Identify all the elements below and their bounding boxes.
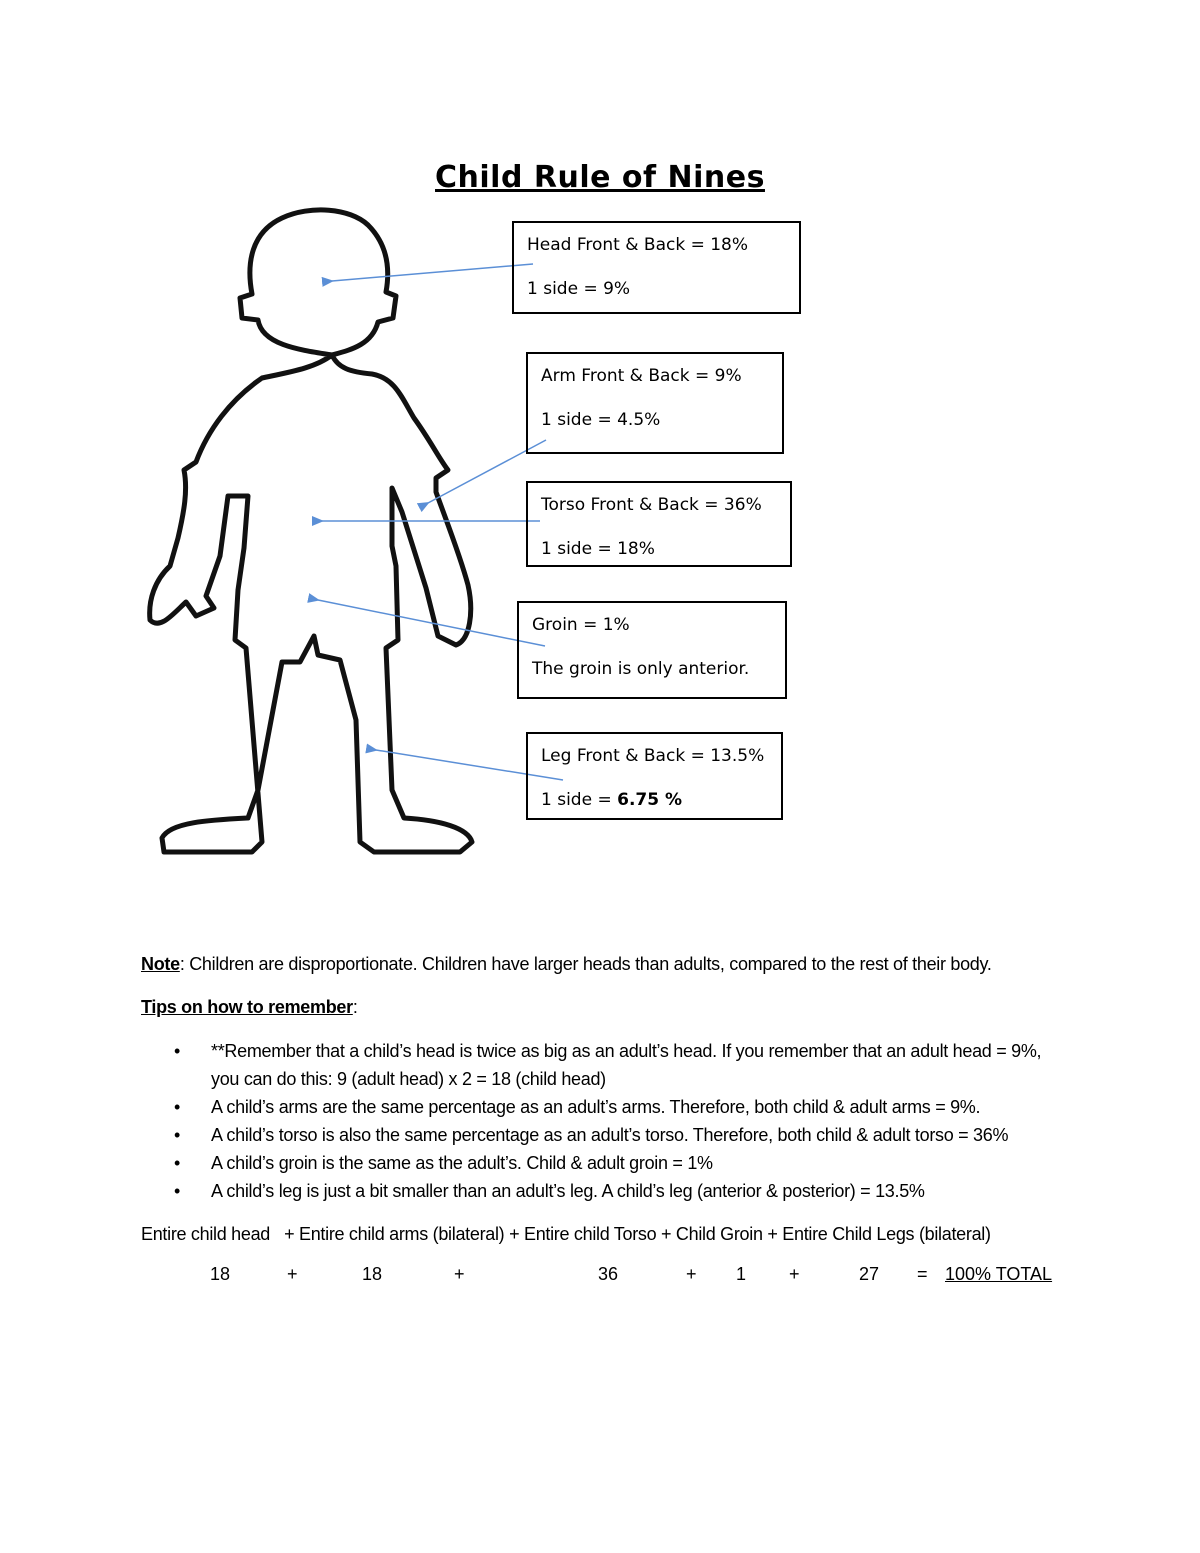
equation-n1: 18 — [210, 1264, 231, 1284]
head-line2: 1 side = 9% — [527, 279, 631, 299]
leg-line2-plain: 1 side = — [541, 790, 618, 810]
note-label: Note — [141, 954, 180, 974]
equation-equals: = — [917, 1264, 928, 1284]
list-item: • A child’s leg is just a bit smaller than an adult’s leg. A child’s leg (anterior & posterior) = 13.5% — [141, 1177, 1071, 1205]
groin-line1: Groin = 1% — [532, 615, 630, 635]
list-item: • A child’s torso is also the same percentage as an adult’s torso. Therefore, both child & adult torso = 36% — [141, 1121, 1071, 1149]
equation-p1: + — [287, 1264, 298, 1284]
leg-line1: Leg Front & Back = 13.5% — [541, 746, 765, 766]
arm-label-box — [526, 352, 784, 454]
torso-line1: Torso Front & Back = 36% — [541, 495, 762, 515]
arm-line2: 1 side = 4.5% — [541, 410, 661, 430]
tips-colon: : — [352, 997, 358, 1017]
page-title: Child Rule of Nines — [435, 160, 765, 195]
tips-list — [141, 1037, 1071, 1205]
leg-label-box — [526, 732, 783, 820]
head-label-box — [512, 221, 801, 314]
torso-label-box — [526, 481, 792, 567]
tips-heading — [141, 993, 1081, 1021]
note-paragraph — [141, 950, 1081, 978]
head-line1: Head Front & Back = 18% — [527, 235, 749, 255]
note-text: : Children are disproportionate. Children have larger heads than adults, compared to the rest of their body. — [179, 954, 992, 974]
list-item: • A child’s arms are the same percentage as an adult’s arms. Therefore, both child & adult arms = 9%. — [141, 1093, 1071, 1121]
leg-line2 — [541, 790, 781, 810]
equation-n5: 27 — [859, 1264, 880, 1284]
equation-p2: + — [454, 1264, 465, 1284]
groin-label-box — [517, 601, 787, 699]
equation-p3: + — [686, 1264, 697, 1284]
tips-label: Tips on how to remember — [141, 997, 353, 1017]
arm-line1: Arm Front & Back = 9% — [541, 366, 742, 386]
child-outline — [150, 210, 472, 852]
leg-line2-bold: 6.75 % — [617, 790, 683, 810]
torso-line2: 1 side = 18% — [541, 539, 655, 559]
equation-p4: + — [789, 1264, 800, 1284]
list-item: • A child’s groin is the same as the adult’s. Child & adult groin = 1% — [141, 1149, 1071, 1177]
equation-n2: 18 — [362, 1264, 383, 1284]
equation-n3: 36 — [598, 1264, 619, 1284]
groin-line2: The groin is only anterior. — [532, 659, 750, 679]
equation-words: Entire child head + Entire child arms (bilateral) + Entire child Torso + Child Groin + Entire Child Legs (bilateral) — [141, 1224, 991, 1244]
equation-n4: 1 — [736, 1264, 747, 1284]
list-item: • **Remember that a child’s head is twice as big as an adult’s head. If you remember that an adult head = 9%, you can do this: 9 (adult head) x 2 = 18 (child head) — [141, 1037, 1071, 1093]
arrow-head — [332, 264, 533, 281]
equation-total: 100% TOTAL — [945, 1264, 1053, 1284]
